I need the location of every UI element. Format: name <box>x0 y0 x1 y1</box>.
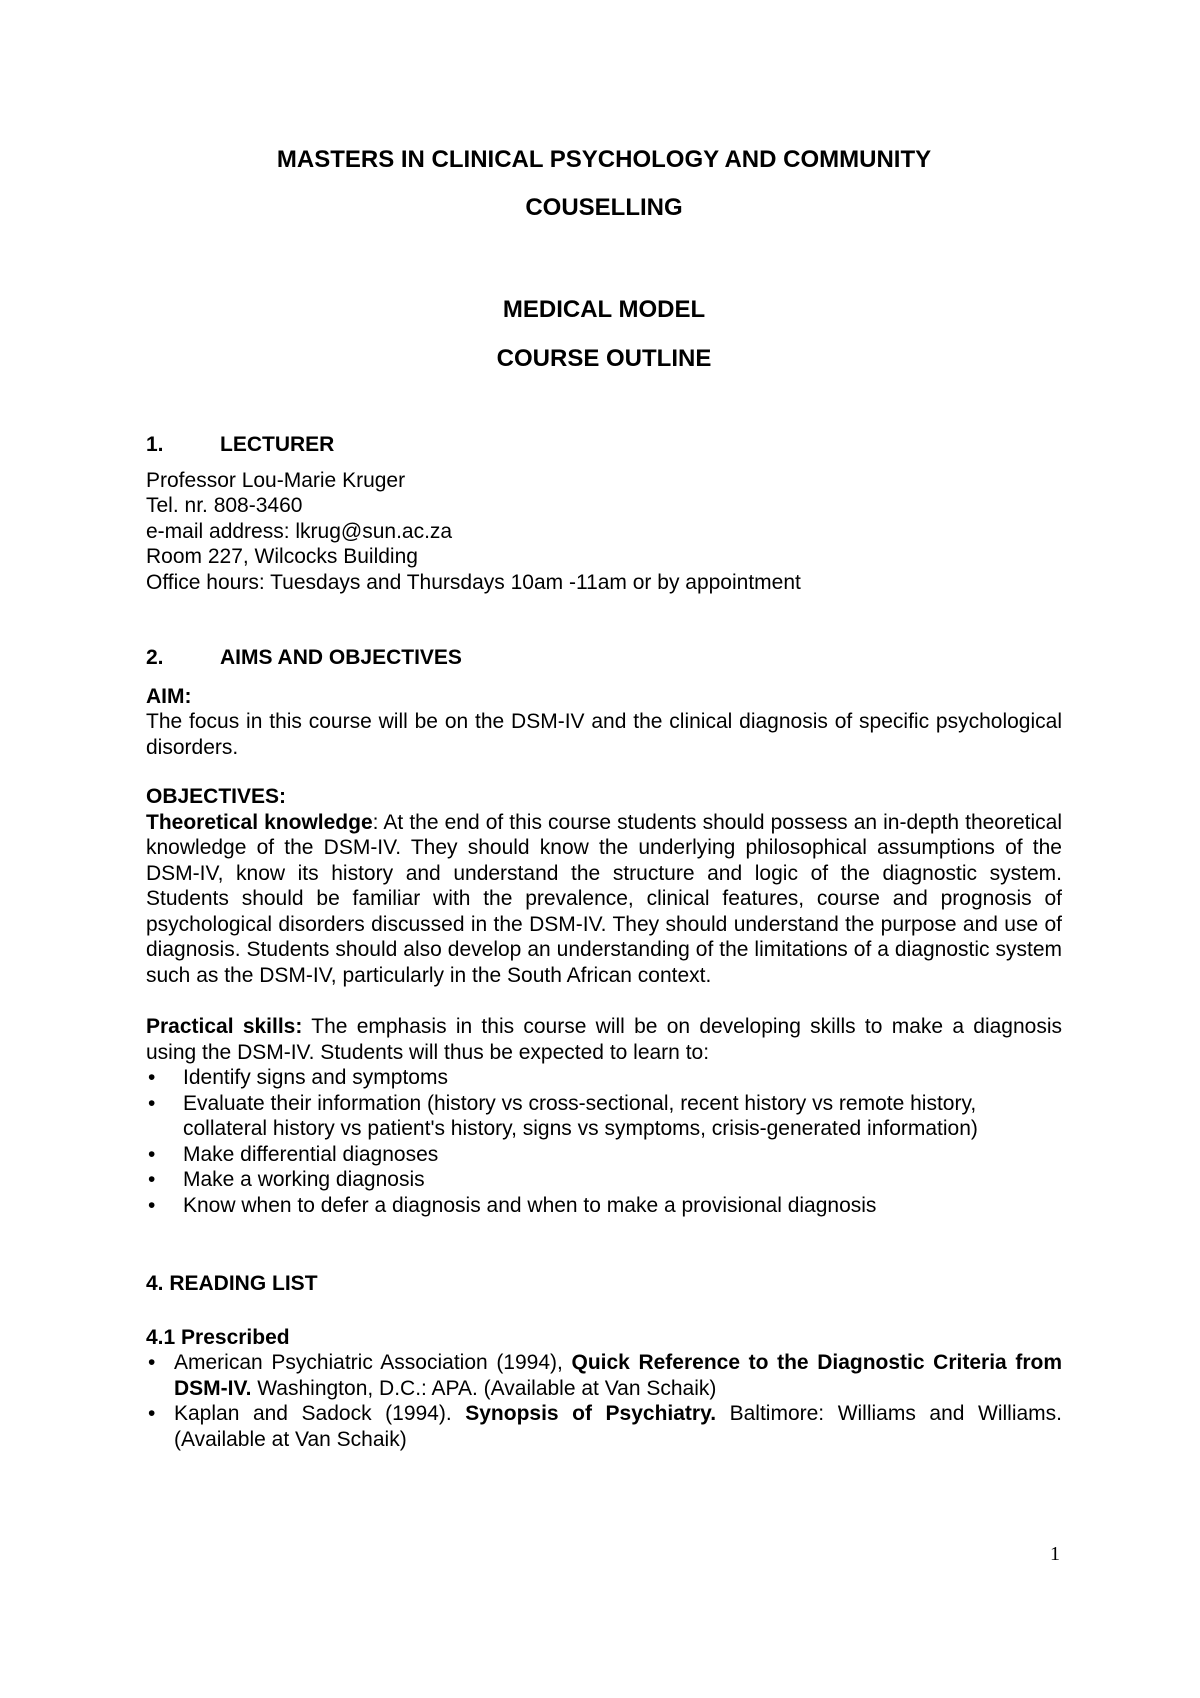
practical-label: Practical skills: <box>146 1015 303 1038</box>
lecturer-details <box>146 468 1062 596</box>
aim-label: AIM: <box>146 684 192 708</box>
list-item: • Make differential diagnoses <box>148 1142 439 1166</box>
bullet: • <box>148 1402 156 1425</box>
title-line-3: MEDICAL MODEL <box>502 296 706 323</box>
list-item: • Make a working diagnosis <box>148 1168 425 1191</box>
title-line-1: MASTERS IN CLINICAL PSYCHOLOGY AND COMMUNITY <box>276 146 932 173</box>
page-number: 1 <box>1050 1543 1060 1565</box>
section-heading-lecturer <box>146 432 1062 458</box>
section-title: LECTURER <box>220 433 335 456</box>
reading-list <box>146 1350 1062 1452</box>
practical-text: The emphasis in this course will be on developing skills to make a diagnosis using the DSM-IV. Students will thus be expected to learn to: <box>146 1015 1062 1064</box>
list-item: • Kaplan and Sadock (1994). Synopsis of Psychiatry. Baltimore: Williams and Williams. (Available at Van Schaik) <box>148 1402 1062 1451</box>
section-number: 2. <box>146 646 164 669</box>
theoretical-text: : At the end of this course students should possess an in-depth theoretical knowledge of the DSM-IV. They should know the underlying philosophical assumptions of the DSM-IV, know its history and understand the structure and logic of the diagnostic system. Students should be familiar with the prevalence, clinical features, course and prognosis of psychological disorders discussed in the DSM-IV. They should understand the purpose and use of diagnosis. Students should also develop an understanding of the limitations of a diagnostic system such as the DSM-IV, particularly in the South African context. <box>146 810 1062 987</box>
list-item: • Know when to defer a diagnosis and when to make a provisional diagnosis <box>148 1193 877 1217</box>
practical-paragraph <box>146 1014 1062 1065</box>
section-title: AIMS AND OBJECTIVES <box>220 646 462 669</box>
lecturer-room: Room 227, Wilcocks Building <box>146 545 418 568</box>
bullet: • <box>148 1168 156 1191</box>
aim-text: The focus in this course will be on the DSM-IV and the clinical diagnosis of specific psychological disorders. <box>146 710 1062 759</box>
lecturer-name: Professor Lou-Marie Kruger <box>146 468 406 492</box>
objectives-label: OBJECTIVES: <box>146 785 287 808</box>
lecturer-tel: Tel. nr. 808-3460 <box>146 494 303 517</box>
list-item: • Evaluate their information (history vs cross-sectional, recent history vs remote history, collateral history vs patient's history, signs vs symptoms, crisis-generated information) <box>148 1091 978 1140</box>
bullet: • <box>148 1351 156 1374</box>
document-body <box>146 145 1062 1452</box>
list-item: • American Psychiatric Association (1994), Quick Reference to the Diagnostic Criteria from DSM-IV. Washington, D.C.: APA. (Available at Van Schaik) <box>148 1351 1062 1400</box>
bullet: • <box>148 1193 156 1217</box>
title-line-2: COUSELLING <box>525 194 683 221</box>
prescribed-label: 4.1 Prescribed <box>146 1325 290 1349</box>
lecturer-office-hours: Office hours: Tuesdays and Thursdays 10am -11am or by appointment <box>146 570 801 594</box>
section-heading-aims <box>146 645 1062 671</box>
skills-list <box>146 1065 1062 1218</box>
section-number: 1. <box>146 433 164 456</box>
lecturer-email: e-mail address: lkrug@sun.ac.za <box>146 519 453 543</box>
bullet: • <box>148 1091 156 1115</box>
title-line-4: COURSE OUTLINE <box>496 345 712 372</box>
bullet: • <box>148 1142 156 1166</box>
section-heading-reading-list: 4. READING LIST <box>146 1272 318 1295</box>
theoretical-paragraph <box>146 810 1062 989</box>
list-item: • Identify signs and symptoms <box>148 1066 448 1089</box>
theoretical-label: Theoretical knowledge <box>146 810 373 834</box>
bullet: • <box>148 1066 156 1089</box>
